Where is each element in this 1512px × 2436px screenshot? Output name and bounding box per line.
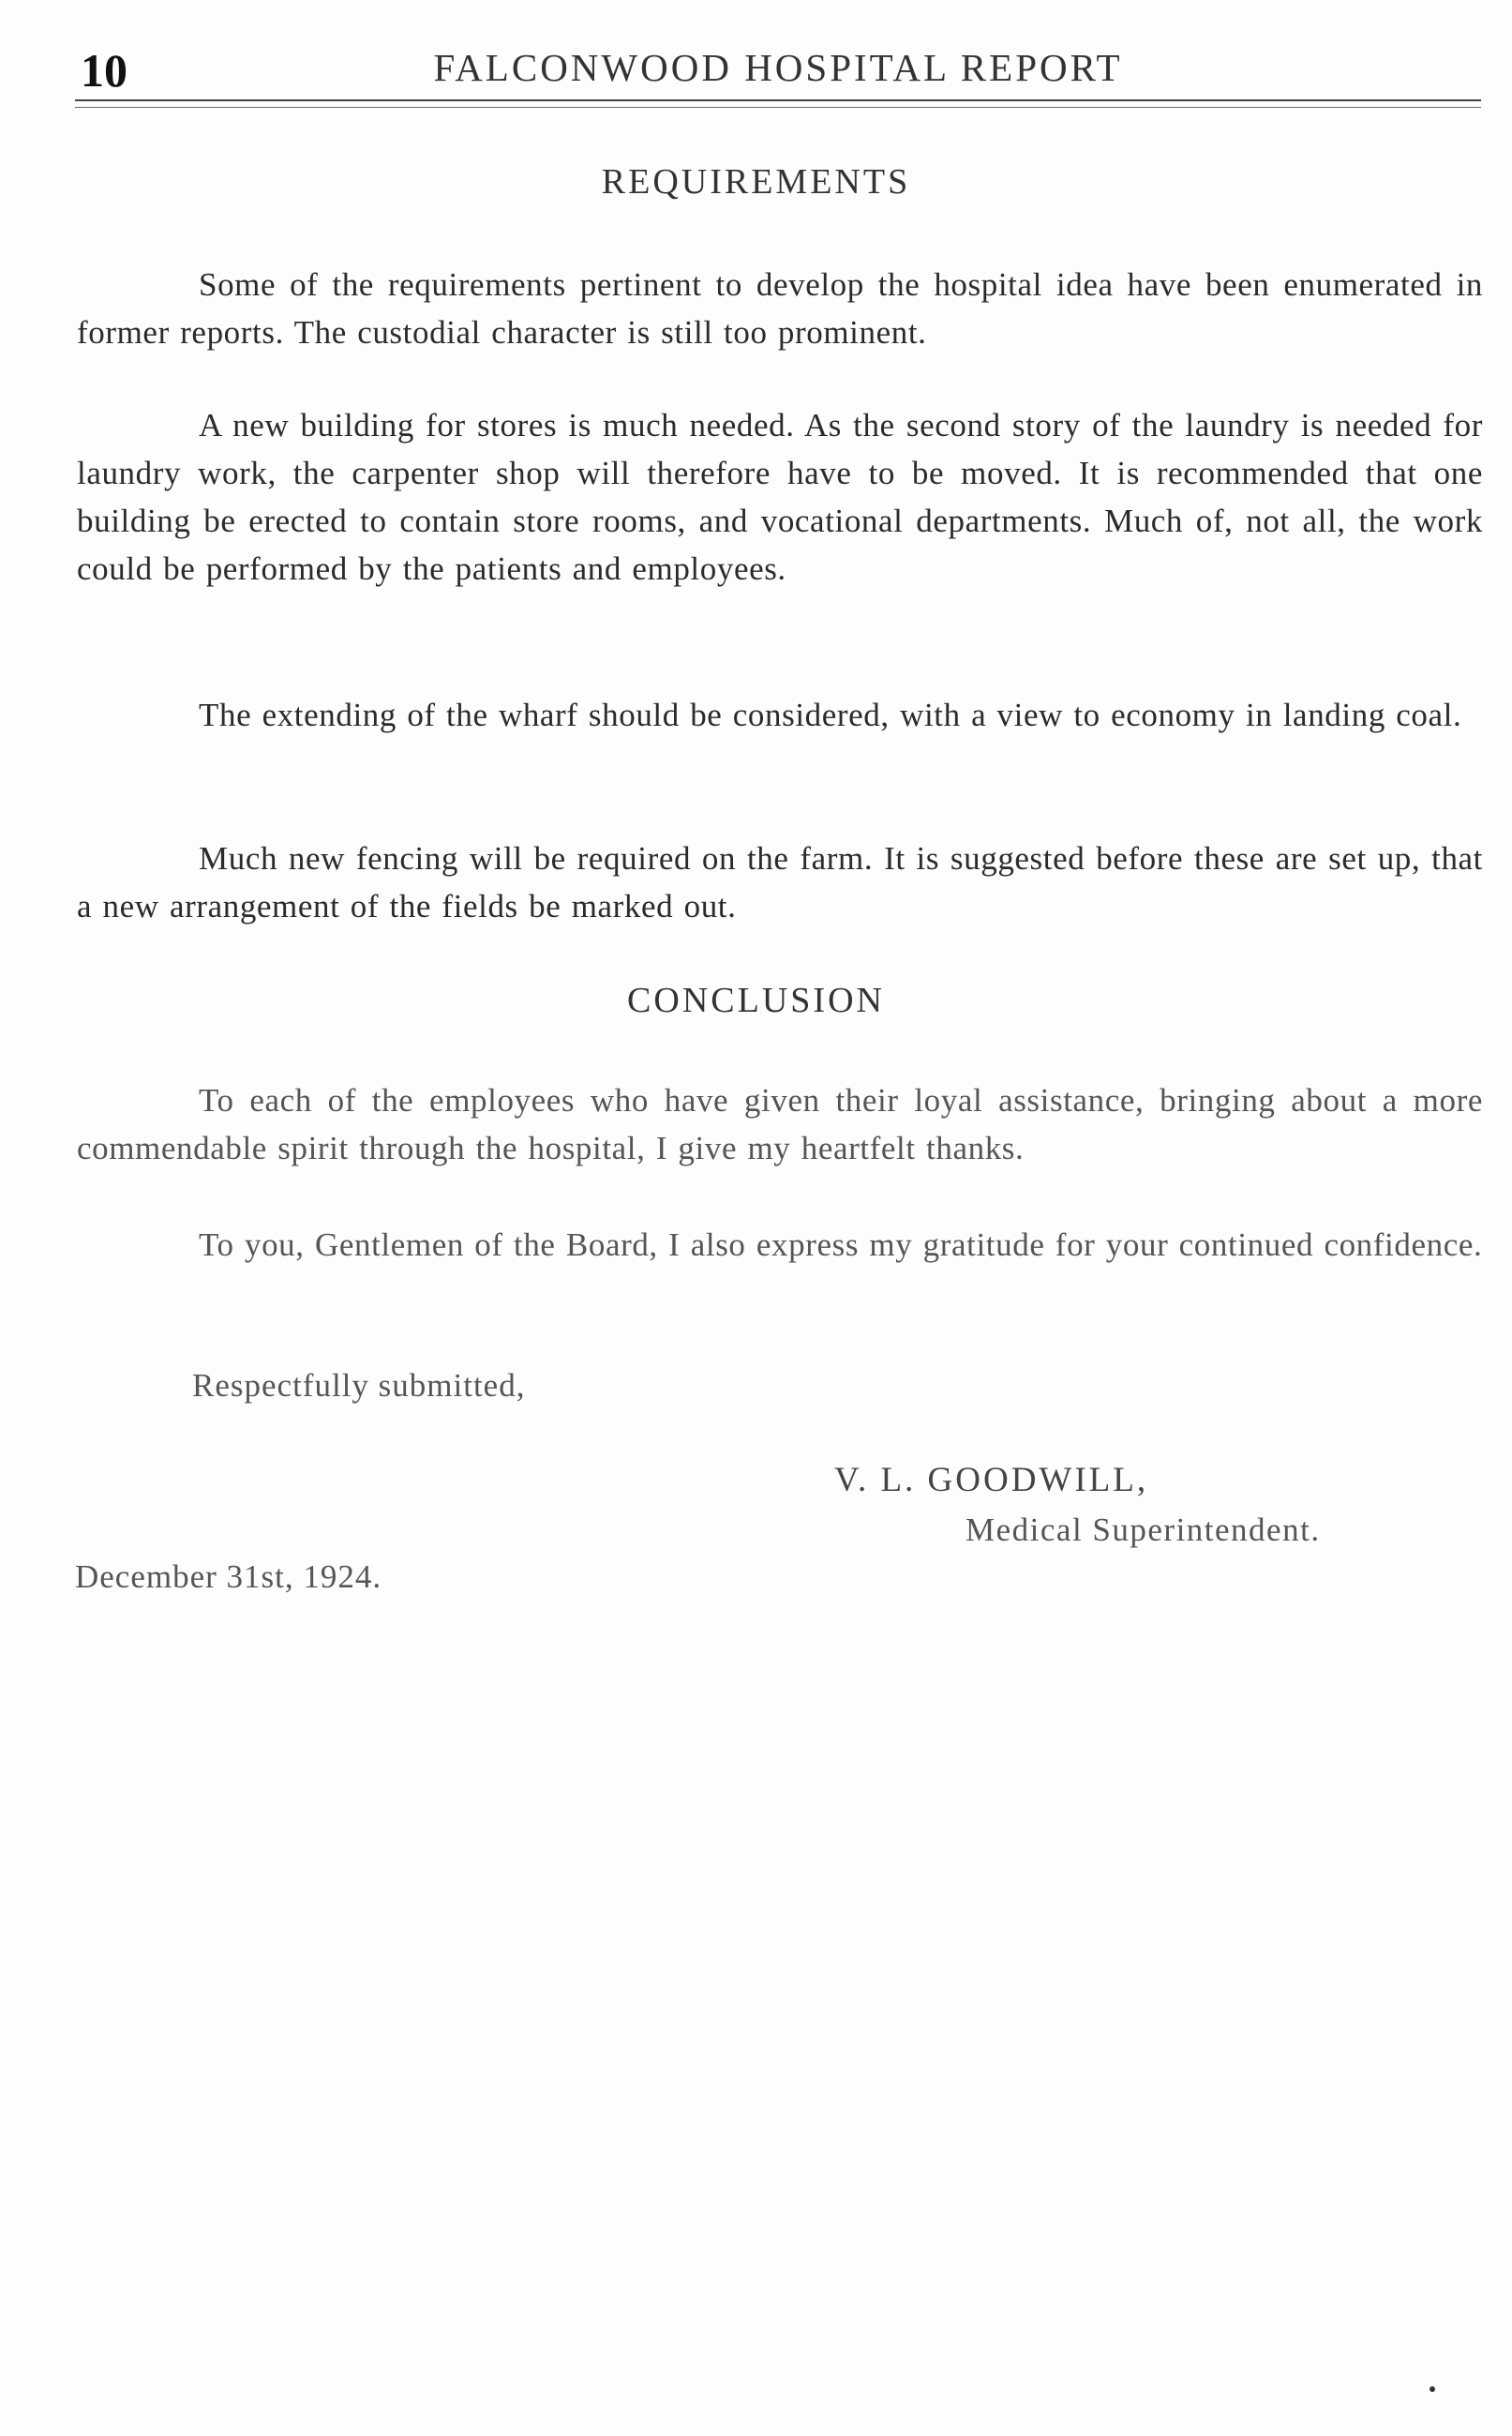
requirements-paragraph-1: Some of the requirements pertinent to develop the hospital idea have been enumerated in former reports. The custodial character is still too prominent. [77,266,1483,351]
conclusion-paragraph-1: To each of the employees who have given their loyal assistance, bringing about a more commendable spirit through the hospital, I give my heartfelt thanks. [77,1082,1483,1166]
signature-name: V. L. GOODWILL, [834,1461,1149,1499]
conclusion-paragraph-2: To you, Gentlemen of the Board, I also express my gratitude for your continued confidence. [199,1226,1483,1263]
header-rule [75,99,1481,101]
signature-title: Medical Superintendent. [966,1511,1321,1548]
print-speck [1430,2386,1435,2392]
requirements-paragraph-4: Much new fencing will be required on the farm. It is suggested before these are set up, that a new arrangement of the fields be marked out. [77,840,1483,925]
page-header [75,38,1481,103]
requirements-paragraph-3: The extending of the wharf should be considered, with a view to economy in landing coal. [199,697,1462,733]
document-date: December 31st, 1924. [75,1558,382,1595]
header-rule-secondary [75,107,1481,108]
conclusion-heading: CONCLUSION [627,981,885,1020]
requirements-heading: REQUIREMENTS [601,162,911,202]
closing-line: Respectfully submitted, [192,1367,526,1404]
requirements-paragraph-2: A new building for stores is much needed. As the second story of the laundry is needed for laundry work, the carpenter shop will therefore have to be moved. It is recommended that one building be erected to contain store rooms, and vocational departments. Much of, not all, the work could be performed by the patients and employees. [77,407,1483,587]
running-title: FALCONWOOD HOSPITAL REPORT [433,46,1123,89]
page-number: 10 [81,44,127,97]
